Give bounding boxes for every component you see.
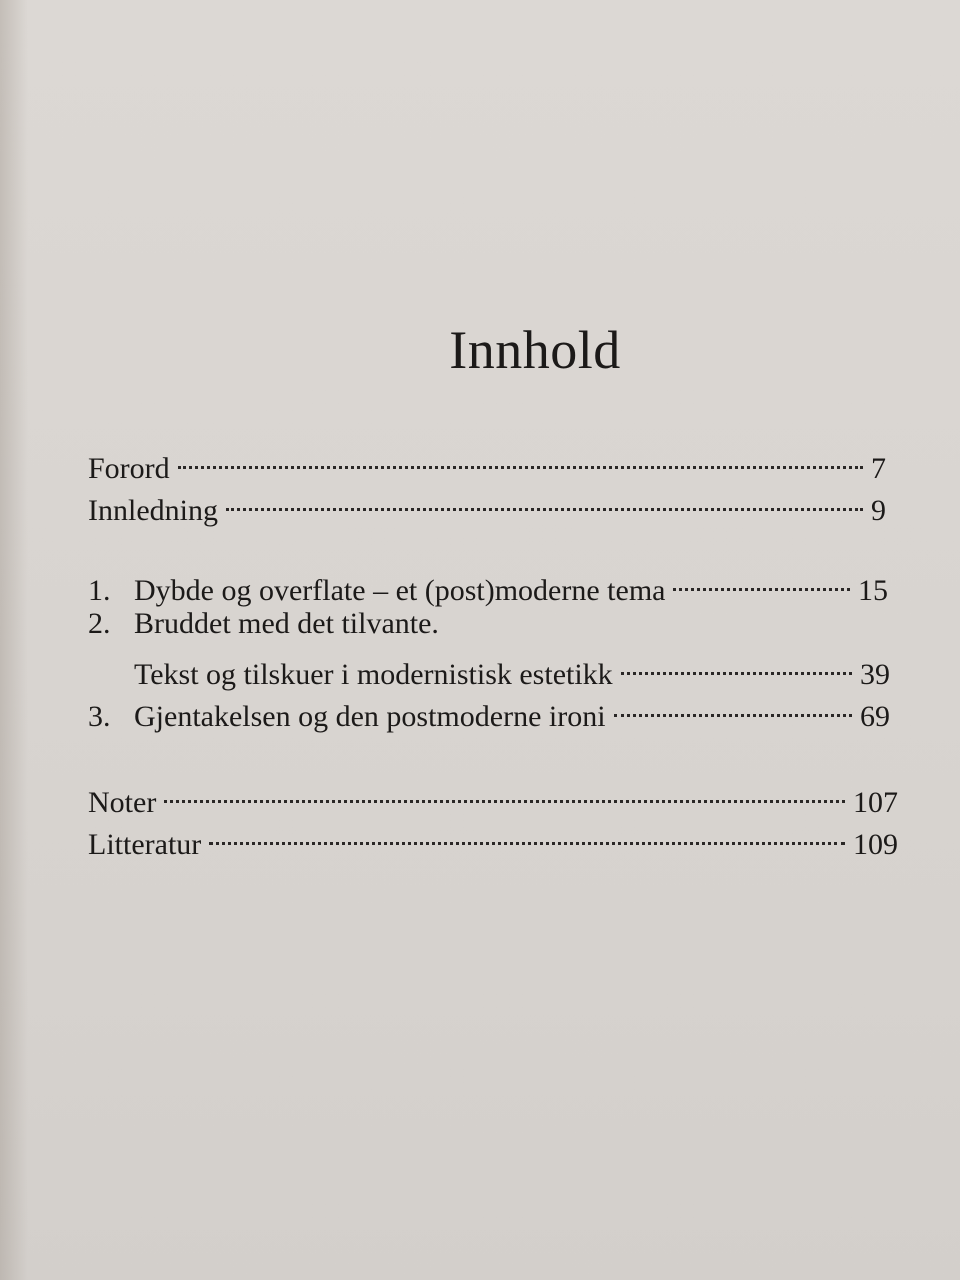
toc-entry-label: Forord [88, 452, 170, 485]
toc-entry-page: 39 [860, 658, 890, 691]
dot-leader [209, 814, 845, 854]
toc-entry-label: Noter [88, 786, 157, 819]
dot-leader [178, 438, 863, 478]
toc-entry-innledning [88, 480, 886, 531]
chapter-number: 2. [88, 607, 111, 640]
toc-entry-label: Bruddet med det tilvante. [134, 607, 439, 640]
toc-entry-label: Gjentakelsen og den postmoderne ironi [134, 700, 606, 733]
dot-leader [673, 560, 850, 600]
dot-leader [621, 644, 852, 684]
toc-entry-label: Litteratur [88, 828, 202, 861]
toc-entry-page: 9 [871, 494, 886, 527]
toc-entry-label: Dybde og overflate – et (post)moderne tema [134, 574, 666, 607]
dot-leader [164, 772, 845, 812]
toc-entry-page: 15 [858, 574, 888, 607]
chapter-number: 3. [88, 700, 111, 733]
toc-entry-page: 69 [860, 700, 890, 733]
dot-leader [614, 686, 852, 726]
toc-entry-page: 107 [853, 786, 898, 819]
chapter-number: 1. [88, 574, 111, 607]
toc-entry-label-continuation: Tekst og tilskuer i modernistisk estetikk [134, 658, 613, 691]
toc-entry-litteratur [88, 814, 898, 865]
toc-entry-page: 7 [871, 452, 886, 485]
toc-entry-label: Innledning [88, 494, 218, 527]
toc-entry-chapter-2 [88, 604, 888, 644]
toc-entry-chapter-3 [88, 686, 890, 737]
dot-leader [226, 480, 863, 520]
page-title: Innhold [449, 320, 621, 380]
toc-entry-page: 109 [853, 828, 898, 861]
